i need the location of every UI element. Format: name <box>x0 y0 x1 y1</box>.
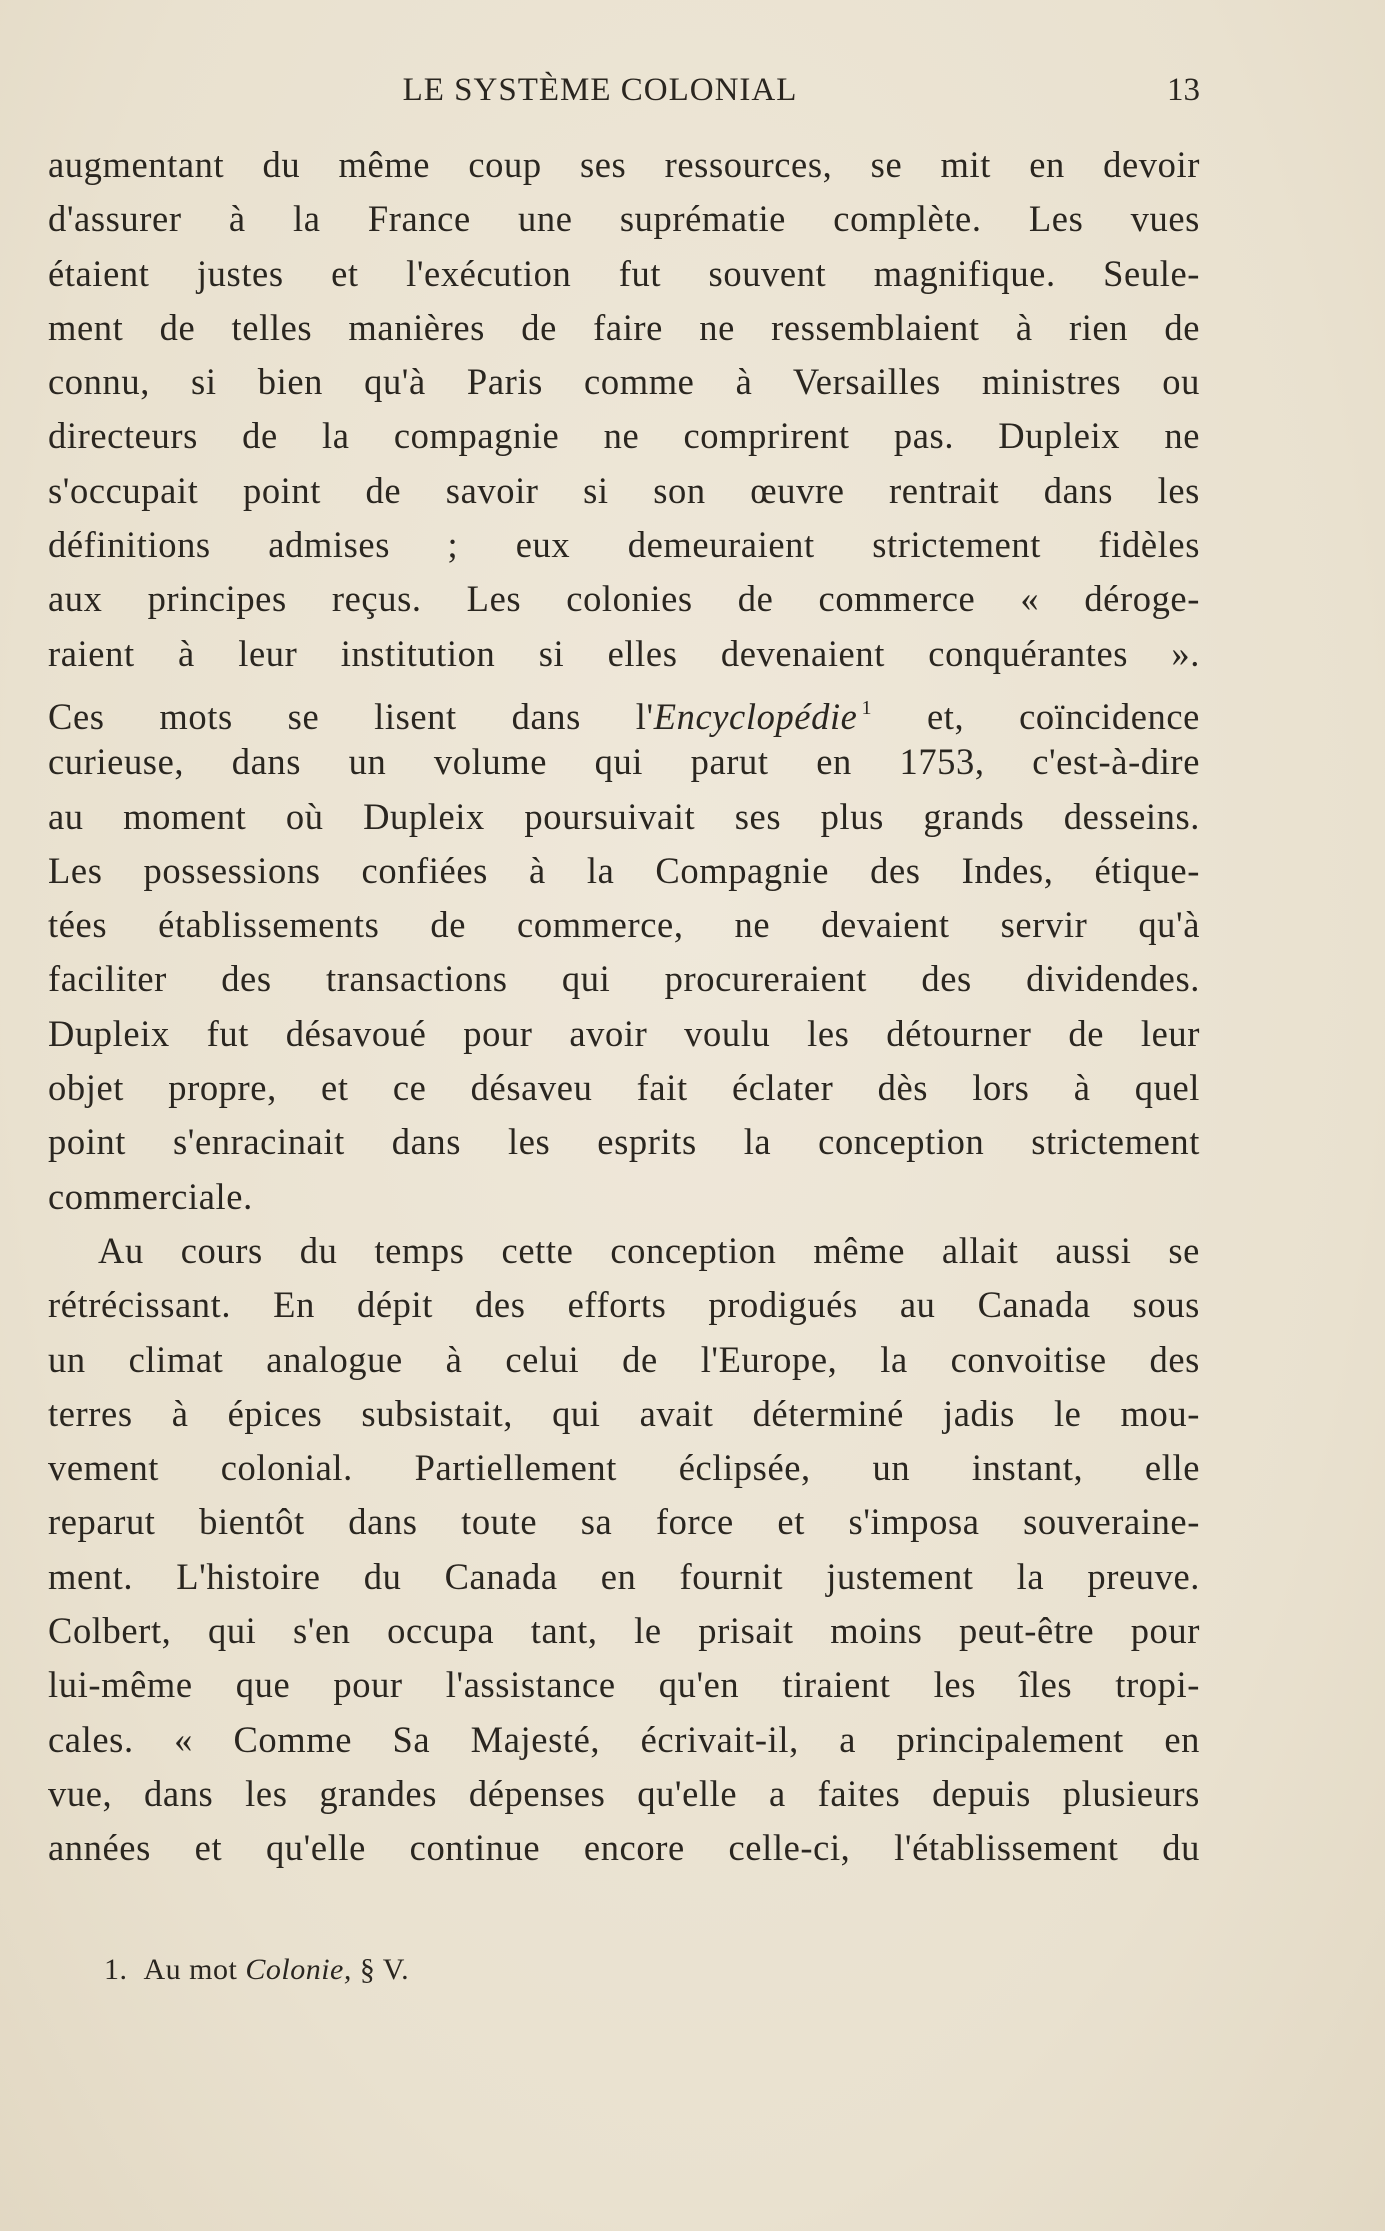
text-line-with-note-ref <box>48 681 1200 738</box>
text-line: Dupleix fut désavoué pour avoir voulu les détourner de leur <box>48 1012 1200 1054</box>
text-line: étaient justes et l'exécution fut souvent magnifique. Seule- <box>48 252 1200 294</box>
footnote <box>104 1953 409 1987</box>
text-line: cales. « Comme Sa Majesté, écrivait-il, a principalement en <box>48 1718 1200 1760</box>
text-line: ment. L'histoire du Canada en fournit justement la preuve. <box>48 1555 1200 1597</box>
text-line: raient à leur institution si elles devenaient conquérantes ». <box>48 632 1200 674</box>
text-line: augmentant du même coup ses ressources, se mit en devoir <box>48 144 1200 185</box>
text-line: rétrécissant. En dépit des efforts prodigués au Canada sous <box>48 1284 1200 1326</box>
footnote-italic: Colonie, <box>245 1953 352 1986</box>
footnote-ref: 1 <box>861 696 873 719</box>
footnote-text: Au mot <box>143 1953 246 1986</box>
text-line: s'occupait point de savoir si son œuvre rentrait dans les <box>48 469 1200 511</box>
running-title: LE SYSTÈME COLONIAL <box>402 72 798 108</box>
text-line: point s'enracinait dans les esprits la conception strictement <box>48 1121 1200 1163</box>
text-line: au moment où Dupleix poursuivait ses plus grands desseins. <box>48 795 1200 837</box>
page-number: 13 <box>1167 72 1200 108</box>
text-line: définitions admises ; eux demeuraient strictement fidèles <box>48 524 1200 566</box>
body-text <box>48 138 1200 1876</box>
text-line: aux principes reçus. Les colonies de commerce « déroge- <box>48 578 1200 620</box>
text-line: Colbert, qui s'en occupa tant, le prisait moins peut-être pour <box>48 1610 1200 1652</box>
footnote-number: 1. <box>104 1953 128 1986</box>
text-line: faciliter des transactions qui procureraient des dividendes. <box>48 958 1200 1000</box>
text-segment: et, coïncidence <box>872 696 1200 738</box>
text-line: objet propre, et ce désaveu fait éclater dès lors à quel <box>48 1067 1200 1109</box>
text-line: connu, si bien qu'à Paris comme à Versailles ministres ou <box>48 361 1200 403</box>
text-line: curieuse, dans un volume qui parut en 1753, c'est-à-dire <box>48 741 1200 783</box>
text-line: tées établissements de commerce, ne devaient servir qu'à <box>48 904 1200 946</box>
text-line: d'assurer à la France une suprématie complète. Les vues <box>48 198 1200 240</box>
text-line: ment de telles manières de faire ne ressemblaient à rien de <box>48 306 1200 348</box>
text-line: vement colonial. Partiellement éclipsée, un instant, elle <box>48 1447 1200 1489</box>
text-line: directeurs de la compagnie ne comprirent pas. Dupleix ne <box>48 415 1200 457</box>
text-line: terres à épices subsistait, qui avait déterminé jadis le mou- <box>48 1392 1200 1434</box>
text-line: un climat analogue à celui de l'Europe, la convoitise des <box>48 1338 1200 1380</box>
text-line: lui-même que pour l'assistance qu'en tiraient les îles tropi- <box>48 1664 1200 1706</box>
running-head <box>50 72 1200 122</box>
text-line: commerciale. <box>48 1175 253 1217</box>
footnote-text: § V. <box>351 1953 410 1986</box>
text-line: Au cours du temps cette conception même allait aussi se <box>98 1229 1200 1271</box>
text-segment: Ces mots se lisent dans l' <box>48 696 654 738</box>
text-line: vue, dans les grandes dépenses qu'elle a faites depuis plusieurs <box>48 1772 1200 1814</box>
text-line: Les possessions confiées à la Compagnie des Indes, étique- <box>48 849 1200 891</box>
text-line: reparut bientôt dans toute sa force et s'imposa souveraine- <box>48 1501 1200 1543</box>
text-line: années et qu'elle continue encore celle-ci, l'établissement du <box>48 1827 1200 1869</box>
italic-title: Encyclopédie <box>653 696 858 738</box>
